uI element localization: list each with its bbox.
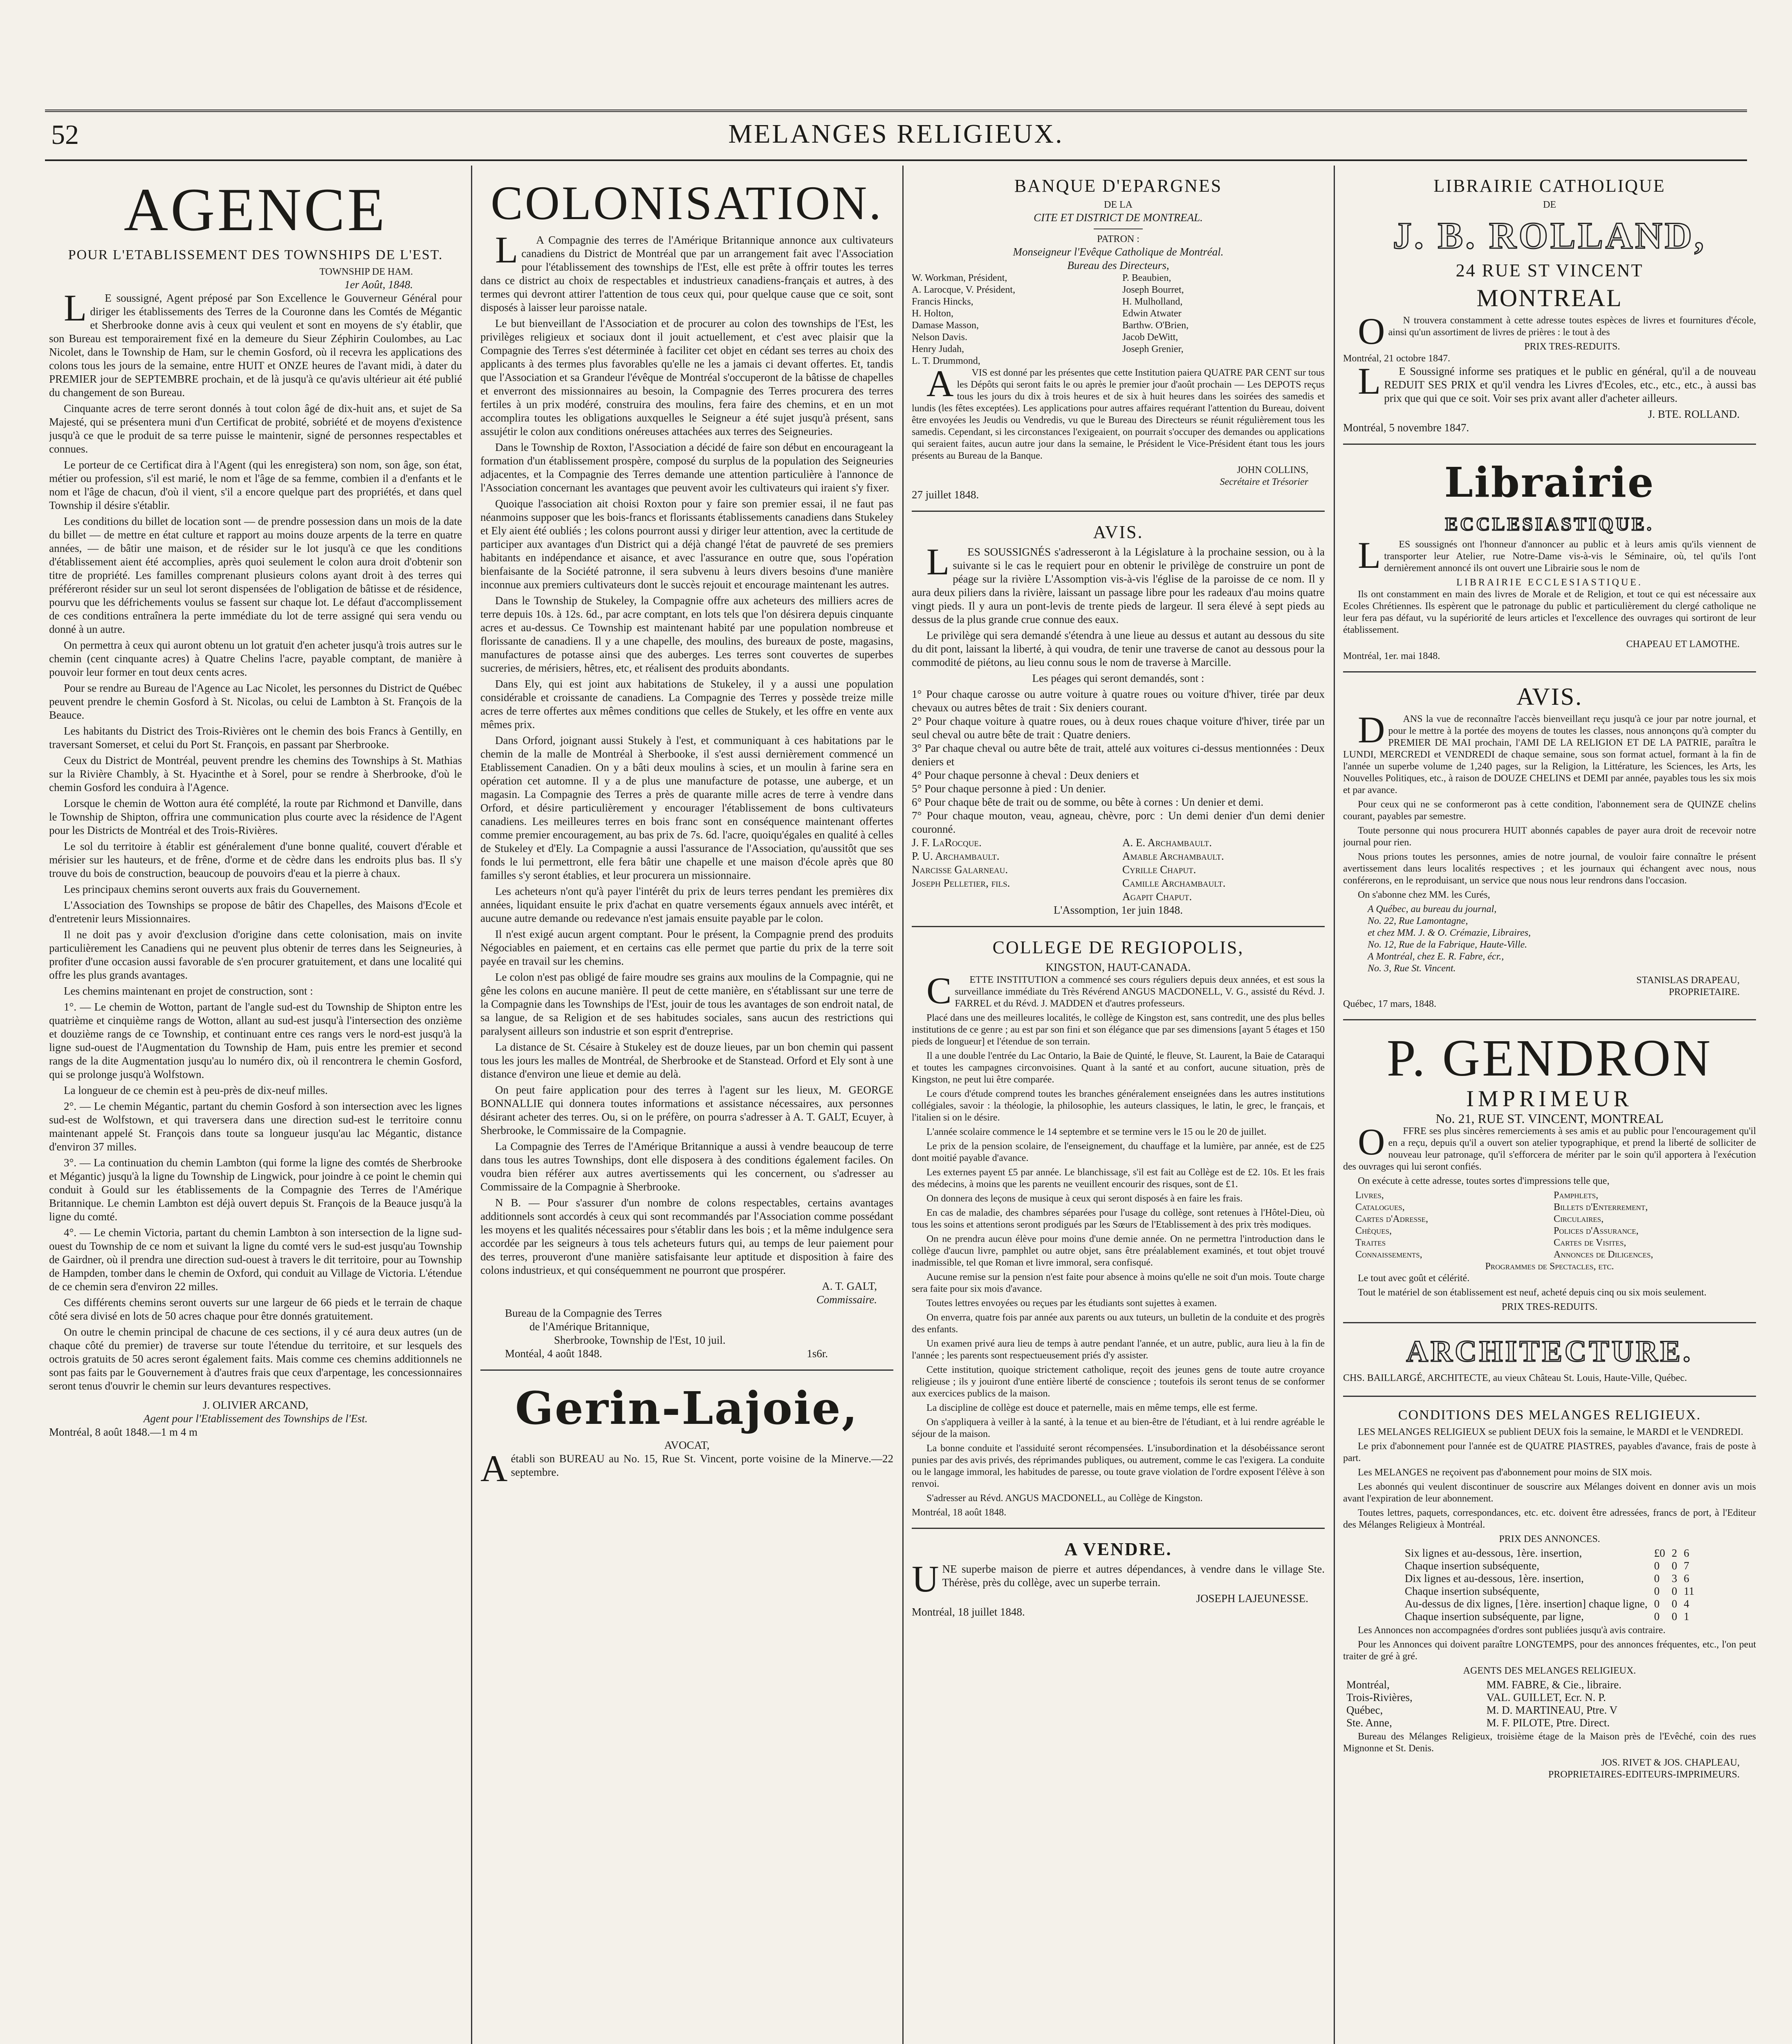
- print-item: Chèques,: [1355, 1226, 1392, 1236]
- price-label: Au-dessus de dix lignes, [1ère. insertion] chaque ligne,: [1404, 1598, 1648, 1610]
- drapeau-paragraph: DANS la vue de reconnaître l'accès bienveillant reçu jusqu'à ce jour par notre journal, et pour le mettre à la portée des moyens de toutes les classes, nous annonçons qu'à compter du PREMIER DE MAI prochain, l'AMI DE LA RELIGION ET DE LA PATRIE, paraîtra le LUNDI, MERCREDI et VENDREDI de chaque semaine, sous son format actuel, formant à la fin de l'année un superbe volume de 1,240 pages, sur la Religion, la Littérature, les Sciences, les Arts, les Nouvelles Politiques, etc., à raison de DOUZE CHELINS et DEMI par année, payables tous les six mois et par avance.: [1343, 709, 1756, 796]
- banque-directors: [912, 272, 1325, 367]
- price-value: £0: [1654, 1547, 1665, 1559]
- director-name: Nelson Davis.: [912, 332, 967, 343]
- signer-name: Amable Archambault.: [1122, 850, 1224, 862]
- publishers-title: PROPRIETAIRES-EDITEURS-IMPRIMEURS.: [1548, 1769, 1740, 1780]
- banque-patron: Monseigneur l'Evêque Catholique de Montréal.: [1013, 246, 1224, 258]
- colonisation-signature-title: Commissaire.: [816, 1293, 877, 1306]
- header-rule: [45, 159, 1747, 161]
- gendron-subtitle: IMPRIMEUR: [1466, 1086, 1633, 1112]
- rolland-name: J. B. ROLLAND,: [1393, 215, 1707, 256]
- director-name: Jacob DeWitt,: [1122, 332, 1178, 343]
- colonisation-footer: Bureau de la Compagnie des Terres: [505, 1307, 662, 1319]
- agence-ad: [49, 166, 462, 1448]
- drapeau-date: Québec, 17 mars, 1848.: [1343, 999, 1436, 1009]
- colonisation-paragraph: Le but bienveillant de l'Association et de procurer au colon des townships de l'Est, les privilèges religieux et sociaux dont il jouit actuellement, et c'est avec plaisir que la Compagnie des Terres s'est déterminée à faciliter cet objet en cédant ses terres au choix des applicants à des termes plus favorables qu'elle ne les a jamais ci devant offertes. Et, tandis que l'Association et sa Grandeur l'évêque de Montréal s'occuperont de la bâtisse de chapelles et enverront des missionnaires au besoin, la Compagnie des Terres procurera des terres fertiles à un prix modéré, construira des moulins, fera faire des chemins, et en un mot accomplira toutes les obligations auxquelles le Seigneur a été sujet jusqu'à présent, sans assujétir le colon aux conditions onéreuses attachées aux terres des Seigneuries.: [480, 317, 893, 437]
- rolland-paragraph: LE Soussigné informe ses pratiques et le public en général, qu'il a de nouveau REDUIT SES PRIX et qu'il vendra les Livres d'Ecoles, etc., etc., etc., à aussi bas prix que qui que ce soit. Voir ses prix avant aller d'acheter ailleurs.: [1358, 360, 1756, 404]
- gendron-paragraph: OFFRE ses plus sincères remerciements à ses amis et au public pour l'encouragement qu'il en a reçu, depuis qu'il a ouvert son atelier typographique, et prend la liberté de solliciter de nouveau leur patronage, qu'il s'efforcera de mériter par le soin qu'il apportera à l'exécution des ouvrages qui lui seront confiés.: [1343, 1121, 1756, 1172]
- price-value: 6: [1684, 1572, 1689, 1585]
- agent-place: Montréal,: [1346, 1679, 1390, 1691]
- agent-line: No. 12, Rue de la Fabrique, Haute-Ville.: [1368, 939, 1527, 950]
- toll-item: 1° Pour chaque carosse ou autre voiture à quatre roues ou voiture d'hiver, tirée par deux chevaux ou autres bêtes de trait : Six deniers courant.: [912, 688, 1325, 714]
- colonisation-paragraph: Dans le Township de Roxton, l'Association a décidé de faire son début en encourageant la formation d'un établissement prospère, composé du surplus de la population des Seigneuries adjacentes, et la Compagnie des Terres demande une attention particulière à l'annonce de l'Association concernant les avantages que peuvent avoir les cultivateurs qui iraient s'y fixer.: [480, 441, 893, 494]
- drapeau-title: AVIS.: [1516, 683, 1583, 710]
- agence-paragraph: Le sol du territoire à établir est généralement d'une bonne qualité, couvert d'érable et mérisier sur les hauteurs, et de frêne, d'orme et de cèdre dans les endroits plus bas. Il s'y trouve du bois de construction, beaucoup de pouvoirs d'eau et la pierre à chaux.: [49, 840, 462, 879]
- college-paragraph: On s'appliquera à veiller à la santé, à la tenue et au bien-être de l'étudiant, et à lui rendre agréable le séjour de la maison.: [912, 1417, 1325, 1439]
- column-2: [480, 166, 893, 2044]
- colonisation-paragraph: Quoique l'association ait choisi Roxton pour y faire son premier essai, il ne faut pas néanmoins supposer que les bois-francs et florissants établissements canadiens dans Stukeley et Ely aient été oubliés ; les colons pourront aussi y diriger leur attention, avec la certitude de participer aux avantages d'un District qui a déjà changé l'état de pauvreté de ses premiers habitants en indépendance et aisance, et avec l'assurance en outre que, sous l'opération bienfaisante de la Société patronne, il sera subvenu à leurs divers besoins d'une manière inconnue aux premiers cultivateurs dont le succès rejouit et encourage maintenant les autres.: [480, 498, 893, 591]
- agence-paragraph: L'Association des Townships se propose de bâtir des Chapelles, des Maisons d'Ecole et d'entretenir leurs Missionnaires.: [49, 899, 462, 925]
- price-row: [1402, 1585, 1698, 1598]
- price-value: 2: [1671, 1547, 1678, 1559]
- agence-paragraph: 2°. — Le chemin Mégantic, partant du chemin Gosford à son intersection avec les lignes sud-est de Wolfstown, et qui traversera dans une direction sud-est le territoire connu maintenant appelé St. François dans toute sa longueur jusqu'au lac Mégantic, distance d'environ 37 milles.: [49, 1100, 462, 1153]
- avis-title: AVIS.: [1093, 522, 1144, 542]
- agence-paragraph: On outre le chemin principal de chacune de ces sections, il y cé aura deux autres (un de chaque côté du premier) de traverse sur toute l'étendue du territoire, et sur lesquels des octrois gratuits de 50 acres seront également faits. Mais comme ces chemins additionnels ne sont pas faits par le Gouvernement à d'autres frais que ceux d'arpentage, les concessionnaires seront tenus d'ouvrir le chemin sur leurs devantures respectives.: [49, 1326, 462, 1392]
- colonisation-footer: Sherbrooke, Township de l'Est, 10 juil.: [554, 1334, 726, 1346]
- a-vendre-ad: [912, 1529, 1325, 1628]
- librairie-eccl-paragraph: Ils ont constamment en main des livres de Morale et de Religion, et tout ce qui est nécessaire aux Ecoles Chrétiennes. Ils espèrent que le patronage du public et particulièrement du clergé catholique ne leur fera pas défaut, vu la supériorité de leurs articles et l'excellence des ouvrages qui sortiront de leur établissement.: [1343, 589, 1756, 635]
- publishers: JOS. RIVET & JOS. CHAPLEAU,: [1601, 1757, 1740, 1768]
- agence-paragraph: 1°. — Le chemin de Wotton, partant de l'angle sud-est du Township de Shipton entre les quatrième et cinquième rangs de Wotton, allant au sud-est jusqu'à l'intersection des onzième et douzième rangs de ce Township, et continuant entre ces rangs vers le nord-est jusqu'à la ligne sud-ouest de l'Augmentation du Township de Ham, puis entre les premier et second rangs de la dite Augmentation jusqu'au lo numéro dix, où il rencontrera le chemin Gosford, qui se prolonge jusqu'à Wolfstown.: [49, 1001, 462, 1080]
- librairie-cath-title: LIBRAIRIE CATHOLIQUE: [1433, 176, 1666, 196]
- rolland-address: 24 RUE ST VINCENT: [1456, 260, 1644, 280]
- price-row: [1402, 1547, 1698, 1560]
- conditions-paragraph: Pour les Annonces qui doivent paraître LONGTEMPS, pour des annonces fréquentes, etc., l'on peut traiter de gré à gré.: [1343, 1639, 1756, 1662]
- top-rule: [45, 110, 1747, 112]
- college-paragraph: S'adresser au Révd. ANGUS MACDONELL, au Collège de Kingston.: [926, 1493, 1203, 1504]
- price-table: [1402, 1547, 1698, 1623]
- gendron-items: [1343, 1190, 1756, 1261]
- drapeau-paragraph: Toute personne qui nous procurera HUIT abonnés capables de payer aura droit de recevoir notre journal pour rien.: [1343, 825, 1756, 848]
- conditions-title: CONDITIONS DES MELANGES RELIGIEUX.: [1398, 1407, 1701, 1423]
- architecture-ad: [1343, 1323, 1756, 1397]
- college-paragraph: Le prix de la pension scolaire, de l'enseignement, du chauffage et la lumière, par année, est de £25 dont moitié payable d'avance.: [912, 1141, 1325, 1163]
- price-value: 0: [1654, 1610, 1660, 1623]
- column-3: [912, 166, 1325, 2044]
- print-item: Traites: [1355, 1237, 1386, 1248]
- print-item: Cartes d'Adresse,: [1355, 1214, 1429, 1224]
- colonisation-paragraph: On peut faire application pour des terres à l'agent sur les lieux, M. GEORGE BONNALLIE qui donnera toutes informations et assistance nécessaires, aux personnes désirant acheter des terres. Ou, si on le préfère, on pourra s'adresser à A. T. GALT, Ecuyer, à Sherbrooke, le Commissaire de la Compagnie.: [480, 1084, 893, 1136]
- price-row: [1402, 1560, 1698, 1572]
- agent-row: [1343, 1691, 1756, 1704]
- agent-line: No. 22, Rue Lamontagne,: [1368, 916, 1468, 926]
- conditions-paragraph: Les MELANGES ne reçoivent pas d'abonnement pour moins de SIX mois.: [1358, 1467, 1652, 1478]
- gerin-title: Gerin-Lajoie,: [515, 1382, 859, 1434]
- page-number: 52: [51, 119, 79, 150]
- director-name: H. Mulholland,: [1122, 296, 1183, 307]
- price-value: 1: [1684, 1610, 1689, 1623]
- conditions-paragraph: Le prix d'abonnement pour l'année est de QUATRE PIASTRES, payables d'avance, frais de poste à part.: [1343, 1441, 1756, 1464]
- colonisation-paragraph: La distance de St. Césaire à Stukeley est de douze lieues, par un bon chemin qui passent tous les jours les malles de Montréal, de Sherbrooke et de Stanstead. Orford et Ely sont à une distance d'environ une lieue et demie au delà.: [480, 1041, 893, 1080]
- banque-signer: JOHN COLLINS,: [1237, 465, 1308, 475]
- price-row: [1402, 1610, 1698, 1623]
- toll-item: 6° Pour chaque bête de trait ou de somme, ou bête à cornes : Un denier et demi.: [912, 796, 1264, 808]
- college-date: Montréal, 18 août 1848.: [912, 1507, 1007, 1518]
- items-right: [1554, 1190, 1744, 1261]
- colonisation-paragraph: LA Compagnie des terres de l'Amérique Britannique annonce aux cultivateurs canadiens du District de Montréal que par un arrangement fait avec l'Association pour l'établissement des townships de l'Est, elle est prête à offrir toutes les terres dans ce district au choix de respectables et industrieux canadiens-français et autres, à des termes qui devront attirer l'attention de tous ceux qui, pour quelque cause que ce soit, sont disposés à laisser leur paroisse natale.: [480, 229, 893, 314]
- director-name: Joseph Grenier,: [1122, 344, 1184, 354]
- agent-line: A Québec, au bureau du journal,: [1368, 904, 1497, 914]
- price-value: 6: [1684, 1547, 1689, 1559]
- gendron-paragraph: On exécute à cette adresse, toutes sortes d'impressions telle que,: [1358, 1176, 1610, 1186]
- colonisation-date: Montéal, 4 août 1848.: [505, 1347, 602, 1360]
- conditions-paragraph: Les Annonces non accompagnées d'ordres sont publiées jusqu'à avis contraire.: [1358, 1625, 1666, 1636]
- price-value: 0: [1671, 1598, 1678, 1610]
- banque-date: 27 juillet 1848.: [912, 489, 979, 501]
- conditions-paragraph: Les abonnés qui veulent discontinuer de souscrire aux Mélanges doivent en donner avis un mois avant l'expiration de leur abonnement.: [1343, 1481, 1756, 1504]
- price-row: [1402, 1598, 1698, 1610]
- avis-signers: [912, 836, 1325, 903]
- print-item: Catalogues,: [1355, 1202, 1405, 1213]
- drapeau-paragraph: On s'abonne chez MM. les Curés,: [1358, 890, 1490, 900]
- director-name: Barthw. O'Brien,: [1122, 320, 1189, 331]
- agence-paragraph: Cinquante acres de terre seront donnés à tout colon âgé de dix-huit ans, et sujet de Sa Majesté, qui se présentera muni d'un Certificat de probité, sobriété et de moyens d'existence jusqu'à ce que le produit de sa terre puisse le maintenir, signé de personnes respectables et connues.: [49, 402, 462, 455]
- conditions-ad: [1343, 1397, 1756, 1790]
- agence-paragraph: Le porteur de ce Certificat dira à l'Agent (qui les enregistera) son nom, son âge, son état, métier ou profession, s'il est marié, le nom et l'âge de sa femme, combien il a d'enfants et le nom et l'âge de chacun, d'où il vient, s'il a encore quelque part des propriétés, et dans quel Township il désire s'établir.: [49, 459, 462, 511]
- conditions-paragraph: Bureau des Mélanges Religieux, troisième étage de la Maison près de l'Evêché, coin des rues Mignonne et St. Denis.: [1343, 1731, 1756, 1754]
- colonisation-ad: [480, 166, 893, 1371]
- agence-paragraph: 4°. — Le chemin Victoria, partant du chemin Lambton à son intersection de la ligne sud-ouest du Township de ce nom et suivant la ligne du comté vers le sud-est jusqu'au Township de Gairdner, où il prendra une direction sud-ouest à travers le dit territoire, pour au Township de Hampden, tomber dans le chemin de Oxford, qui conduit au Village de Victoria. L'étendue de ce chemin sera d'environ 22 milles.: [49, 1226, 462, 1293]
- colonisation-paragraph: Dans le Township de Stukeley, la Compagnie offre aux acheteurs des milliers acres de terre depuis 10s. à 12s. 6d., par acre comptant, en lots tels que l'on désirera depuis cinquante acres et au-dessus. Ce Township est maintenant habité par une population nombreuse et florissante de canadiens. Il y a une chapelle, des moulins, des bureaux de poste, magasins, manufactures de potasse ainsi que des auberges. Les terres sont couvertes de superbes sucreries, de mérisiers, hêtres, etc, et réalisent des produits abondants.: [480, 594, 893, 674]
- signer-name: Camille Archambault.: [1122, 877, 1226, 889]
- college-paragraph: On donnera des leçons de musique à ceux qui seront disposés à en faire les frais.: [926, 1193, 1243, 1204]
- agence-paragraph: Il ne doit pas y avoir d'exclusion d'origine dans cette colonisation, mais on invite particulièrement les Canadiens qui ne peuvent plus obtenir de terres dans les Seigneuries, à profiter d'une occasion aussi favorable de s'en procurer gratuitement, et dans une localité qui offre les plus grands avantages.: [49, 928, 462, 981]
- vendre-signer: JOSEPH LAJEUNESSE.: [1196, 1592, 1308, 1605]
- agence-paragraph: On permettra à ceux qui auront obtenu un lot gratuit d'en acheter jusqu'à trois autres sur le chemin (cent cinquante acres) à Quatre Chelins l'acre, payable comptant, de manière à pouvoir leur former en tout deux cents acres.: [49, 639, 462, 678]
- directors-left: [912, 272, 1114, 367]
- agent-name: M. F. PILOTE, Ptre. Direct.: [1486, 1717, 1610, 1729]
- gendron-ad: [1343, 1020, 1756, 1323]
- colonisation-paragraph: La Compagnie des Terres de l'Amérique Britannique a aussi à vendre beaucoup de terre dans tous les autres Townships, dont elle disposera à des conditions également faciles. On voudra bien référer aux autres avertissements qui les concernent, ou s'adresser au Commissaire de la Compagnie à Sherbrooke.: [480, 1140, 893, 1193]
- gerin-subtitle: AVOCAT,: [664, 1439, 710, 1451]
- gendron-paragraph: Tout le matériel de son établissement est neuf, acheté depuis cinq ou six mois seulement.: [1358, 1287, 1707, 1298]
- price-label: Chaque insertion subséquente,: [1404, 1560, 1540, 1572]
- college-paragraph: Toutes lettres envoyées ou reçues par les étudiants sont sujettes à examen.: [926, 1298, 1217, 1309]
- librairie-catholique-ad: [1343, 166, 1756, 445]
- agence-paragraph: Les chemins maintenant en projet de construction, sont :: [64, 985, 313, 997]
- director-name: Francis Hincks,: [912, 296, 973, 307]
- rolland-date: Montréal, 5 novembre 1847.: [1343, 421, 1469, 434]
- colonisation-paragraph: N B. — Pour s'assurer d'un nombre de colons respectables, certains avantages additionnels sont accordés à ceux qui sont recommandés par l'Association comme possédant les moyens et les qualités nécessaires pour s'établir dans les bois ; et la même indulgence sera accordée par les seigneurs à tous tels acheteurs futurs qui, au temps de leur paiement pour des terres, prouveront d'une manière satisfaisante leur aptitude et disposition à faire des colons industrieux, et qui conséquemment ne pourront que prospérer.: [480, 1197, 893, 1276]
- colonisation-paragraph: Il n'est exigé aucun argent comptant. Pour le présent, la Compagnie prend des produits Négociables en paiement, et en certains cas elle permet que partie du prix de la terre soit payée en travail sur les chemins.: [480, 928, 893, 967]
- colonisation-title: COLONISATION.: [491, 176, 883, 230]
- director-name: P. Beaubien,: [1122, 273, 1171, 283]
- signer-name: J. F. LaRocque.: [912, 836, 982, 849]
- avis-paragraph: Les péages qui seront demandés, sont :: [1032, 672, 1204, 684]
- rolland-paragraph: ON trouvera constamment à cette adresse toutes espèces de livres et fournitures d'école, ainsi qu'un assortiment de livres de prières : le tout à des: [1358, 310, 1756, 352]
- price-label: Chaque insertion subséquente, par ligne,: [1404, 1610, 1584, 1623]
- college-paragraph: Le cours d'étude comprend toutes les branches généralement enseignées dans les autres institutions collégiales, savoir : la théologie, la philosophie, les auteurs classiques, le latin, le grec, le français, et l'italien si on le désire.: [912, 1089, 1325, 1123]
- college-paragraph: Les externes payent £5 par année. Le blanchissage, s'il est fait au Collège est de £2. 10s. Et les frais des médecins, à moins que les parents ne veuillent encourir des risques, sont de £1.: [912, 1167, 1325, 1190]
- librairie-eccl-date: Montréal, 1er. mai 1848.: [1343, 651, 1440, 661]
- conditions-paragraph: Toutes lettres, paquets, correspondances, etc. etc. doivent être adressées, francs de port, à l'Editeur des Mélanges Religieux à Montréal.: [1343, 1508, 1756, 1530]
- colonisation-footer: de l'Amérique Britannique,: [529, 1320, 650, 1333]
- agence-paragraph: Pour se rendre au Bureau de l'Agence au Lac Nicolet, les personnes du District de Québec peuvent prendre le chemin Gosford à St. Nicolas, ou celui de Lambton à St. François de la Beauce.: [49, 682, 462, 721]
- agence-paragraph: La longueur de ce chemin est à peu-près de dix-neuf milles.: [64, 1084, 328, 1096]
- college-paragraph: La discipline de collège est douce et paternelle, mais en même temps, elle est ferme.: [926, 1403, 1258, 1413]
- print-item: Livres,: [1355, 1190, 1384, 1201]
- agent-name: M. D. MARTINEAU, Ptre. V: [1486, 1704, 1617, 1716]
- price-value: 4: [1684, 1598, 1689, 1610]
- signer-name: A. E. Archambault.: [1122, 836, 1212, 849]
- column-4: [1343, 166, 1756, 2044]
- agent-line: et chez MM. J. & O. Crémazie, Libraires,: [1368, 928, 1531, 938]
- agence-signature-title: Agent pour l'Etablissement des Townships de l'Est.: [143, 1412, 368, 1425]
- print-item: Polices d'Assurance,: [1554, 1226, 1639, 1236]
- agent-place: Trois-Rivières,: [1346, 1691, 1413, 1703]
- agent-name: MM. FABRE, & Cie., libraire.: [1486, 1679, 1622, 1691]
- librairie-eccl-title: Librairie: [1444, 458, 1655, 507]
- agents-title: AGENTS DES MELANGES RELIGIEUX.: [1463, 1665, 1636, 1676]
- conditions-paragraph: LES MELANGES RELIGIEUX se publient DEUX fois la semaine, le MARDI et le VENDREDI.: [1358, 1427, 1743, 1437]
- college-title: COLLEGE DE REGIOPOLIS,: [992, 937, 1244, 957]
- agence-title: AGENCE: [123, 176, 388, 244]
- college-paragraph: La bonne conduite et l'assiduité seront récompensées. L'insubordination et la désobéissance seront punies par des avis privés, des réprimandes publiques, ou autrement, comme le cas l'exigera. La conduite ou le langage immoral, les habitudes de paresse, ou toute grave violation de l'ordre exposent l'élève à son renvoi.: [912, 1443, 1325, 1489]
- college-paragraph: Aucune remise sur la pension n'est faite pour absence à moins qu'elle ne soit d'un mois. Toute charge sera faite pour six mois d'avance.: [912, 1272, 1325, 1294]
- print-item: Pamphlets,: [1554, 1190, 1599, 1201]
- print-item: Circulaires,: [1554, 1214, 1604, 1224]
- colonisation-paragraph: Le colon n'est pas obligé de faire moudre ses grains aux moulins de la Compagnie, qui ne gêne les colons en aucune manière. Il peut de cette manière, en s'établissant sur une terre de la Compagnie dans les Townships de l'Est, jouir de tous les avantages de son endroit natal, de sa langue, de sa Religion et de ses habitudes sociales, sans aucun des restrictions qui paralysent ailleurs son industrie et son esprit d'entreprise.: [480, 971, 893, 1037]
- college-paragraph: On ne prendra aucun élève pour moins d'une demie année. On ne permettra l'introduction dans le collège d'aucun livre, pamphlet ou autre objet, sans être préalablement examinés, et tout objet trouvé inadmissible, tel que Roman et livre immoral, sera confisqué.: [912, 1234, 1325, 1268]
- avis-drapeau-ad: [1343, 672, 1756, 1020]
- agent-place: Ste. Anne,: [1346, 1717, 1392, 1729]
- avis-pont-ad: [912, 512, 1325, 927]
- agence-paragraph: Les habitants du District des Trois-Rivières ont le chemin des bois Francs à Gentilly, en traversant Somerset, et celui du Port St. François, en passant par Sherbrooke.: [49, 725, 462, 751]
- librairie-cath-de: DE: [1543, 199, 1556, 210]
- banque-de-la: DE LA: [1104, 199, 1133, 210]
- agent-row: [1343, 1704, 1756, 1717]
- price-value: 0: [1671, 1610, 1678, 1623]
- agence-paragraph: Lorsque le chemin de Wotton aura été complété, la route par Richmond et Danville, dans le Township de Shipton, offrira une communication plus courte avec la résidence de l'Agent pour les Districts de Montréal et des Trois-Rivières.: [49, 797, 462, 836]
- agent-line: No. 3, Rue St. Vincent.: [1368, 963, 1456, 974]
- agent-row: [1343, 1717, 1756, 1729]
- agent-place: Québec,: [1346, 1704, 1383, 1716]
- agence-paragraph: Ces différents chemins seront ouverts sur une largeur de 66 pieds et le terrain de chaque côté sera divisé en lots de 50 acres chaque pour être donnés gratuitement.: [49, 1296, 462, 1322]
- gerin-lajoie-ad: [480, 1371, 893, 1490]
- agent-row: [1343, 1679, 1756, 1691]
- college-paragraph: Cette institution, quoique strictement catholique, reçoit des jeunes gens de toute autre croyance religieuse ; ils y jouiront d'une entière liberté de conscience ; toutefois ils seront tenus de se conformer aux exercices publics de la maison.: [912, 1365, 1325, 1399]
- architecture-text: CHS. BAILLARGÉ, ARCHITECTE, au vieux Château St. Louis, Haute-Ville, Québec.: [1343, 1373, 1687, 1383]
- college-paragraph: On enverra, quatre fois par année aux parents ou aux tuteurs, un bulletin de la conduite et des progrès des enfants.: [912, 1312, 1325, 1335]
- librairie-eccl-signer: CHAPEAU ET LAMOTHE.: [1626, 639, 1740, 650]
- director-name: H. Holton,: [912, 308, 953, 319]
- column-1: [49, 166, 462, 2044]
- banque-text: AVIS est donné par les présentes que cette Institution paiera QUATRE PAR CENT sur tous les Dépôts qui seront faits le ou après le premier jour d'août prochain — Les DEPOTS reçus tous les jours du dix à trois heures et de six à huit heures dans les soirées des samedis et lundis (les fêtes exceptées). Les applications pour autres affaires requérant l'attention du Bureau, doivent être envoyées les Jeudis ou Vendredis, vu que le Bureau des Directeurs se réunit régulièrement tous les samedis. Cependant, si les circonstances l'exigeaient, on pourrait s'occuper des demandes ou applications qui seraient faites, aucun autre jour dans la semaine, le Président le Vice-Président étant tous les jours présents au Bureau de la Banque.: [912, 363, 1325, 461]
- director-name: Joseph Bourret,: [1122, 285, 1184, 295]
- colonisation-paragraph: Dans Orford, joignant aussi Stukely à l'est, et communiquant à ces habitations par le chemin de la malle de Montréal à Sherbooke, il s'est aussi dernièrement commencé un Etablissement Canadien. On y a bâti deux moulins à scies, et un moulin à farine sera en opération cet automne. Il y a de plus une manufacture de potasse, une auberge, et un magasin. La Compagnie des Terres a près de quarante mille acres de terre à vendre dans Orford, et désire particulièrement y encourager l'établissement de bons cultivateurs canadiens. Les meilleures terres en bois franc sont en conséquence maintenant offertes comme premier encouragement, au bas prix de 7s. 6d. l'acre, quoiqu'égales en qualité à celles de Stukeley et d'Ely. La Compagnie a aussi l'assurance de l'Association, qu'aussitôt que ses fonds le lui permettront, elle fera bâtir une chapelle et une maison d'école après que 80 familles s'y seront établies, et leur procurera un missionnaire.: [480, 734, 893, 881]
- rolland-prices: PRIX TRES-REDUITS.: [1524, 341, 1620, 352]
- avis-paragraph: Le privilège qui sera demandé s'étendra à une lieue au dessus et autant au dessous du site du dit pont, laissant la liberté, à qui voudra, de tenir une traverse de canot au dessous pour la commodité de piétons, au lieu connu sous le nom de traverse à Marcille.: [912, 629, 1325, 668]
- signer-name: Agapit Chaput.: [1122, 890, 1192, 903]
- price-value: 0: [1654, 1572, 1660, 1585]
- gendron-title: P. GENDRON: [1386, 1029, 1713, 1087]
- agent-line: A Montréal, chez E. R. Fabre, écr.,: [1368, 951, 1504, 962]
- toll-item: 2° Pour chaque voiture à quatre roues, ou à deux roues chaque voiture d'hiver, tirée par un seul cheval ou autre bête de trait : Quatre deniers.: [912, 715, 1325, 741]
- banque-ad: [912, 166, 1325, 512]
- colonisation-mark: 1s6r.: [807, 1347, 828, 1360]
- director-name: Edwin Atwater: [1122, 308, 1182, 319]
- banque-patron-label: PATRON :: [1097, 234, 1139, 244]
- price-value: 7: [1684, 1560, 1689, 1572]
- toll-item: 7° Pour chaque mouton, veau, agneau, chèvre, porc : Un demi denier d'un demi denier couronné.: [912, 809, 1325, 835]
- price-label: Six lignes et au-dessous, 1ère. insertion,: [1404, 1547, 1582, 1559]
- toll-item: 4° Pour chaque personne à cheval : Deux deniers et: [912, 769, 1139, 781]
- toll-item: 3° Par chaque cheval ou autre bête de trait, attelé aux voitures ci-dessus mentionnées : Deux deniers et: [912, 742, 1325, 768]
- agence-paragraph: Les conditions du billet de location sont — de prendre possession dans un mois de la date du billet — de mettre en état culture et rapport au moins douze arpents de la terre en quatre années, — de bâtir une maison, et de résider sur le lot jusqu'à ce que les conditions d'établissement aient été accomplies, après quoi seulement le colon aura droit d'obtenir son titre de propriété. Les familles comprenant plusieurs colons ayant droit à des terres qui préféreront résider sur un seul lot seront dispensées de l'obligation de bâtisse et de résidence, pourvu que les défrichements voulus se fassent sur chaque lot. Le défaut d'accomplissement de ces conditions entraînera la perte immédiate du lot de terre assigné qui sera vendu ou donné à un autre.: [49, 515, 462, 635]
- print-item: Cartes de Visites,: [1554, 1237, 1626, 1248]
- print-item: Connaissements,: [1355, 1249, 1422, 1260]
- director-name: A. Larocque, V. Président,: [912, 285, 1016, 295]
- price-value: 3: [1671, 1572, 1678, 1585]
- banque-subtitle: CITE ET DISTRICT DE MONTREAL.: [1034, 211, 1203, 224]
- signer-name: Cyrille Chaput.: [1122, 863, 1196, 876]
- price-value: 0: [1654, 1598, 1660, 1610]
- agence-paragraph: Ceux du District de Montréal, peuvent prendre les chemins des Townships à St. Mathias sur la Rivière Chambly, à St. Hyacinthe et à Sorel, pour se rendre à Sherbrooke, d'où le chemin Gosford les conduira à l'Agence.: [49, 754, 462, 793]
- architecture-title: ARCHITECTURE.: [1406, 1335, 1693, 1368]
- toll-list: [912, 688, 1325, 836]
- director-name: W. Workman, Président,: [912, 273, 1007, 283]
- signer-name: P. U. Archambault.: [912, 850, 1000, 862]
- items-left: [1355, 1190, 1545, 1261]
- vendre-text: UNE superbe maison de pierre et autres dépendances, à vendre dans le village Ste. Thérèse, près du collège, avec un superbe terrain.: [912, 1558, 1325, 1600]
- college-paragraph: L'année scolaire commence le 14 septembre et se termine vers le 15 ou le 20 de juillet.: [926, 1127, 1267, 1137]
- avis-paragraph: LES SOUSSIGNÉS s'adresseront à la Législature à la prochaine session, ou à la suivante si le cas le requiert pour en obtenir le privilège de construire un pont de péage sur la rivière L'Assomption vis-à-vis l'église de la paroisse de ce nom. Il y aura deux piliers dans la rivière, laissant un passage libre pour les radeaux d'au moins quatre vingt pieds. Il y aura un pont-levis de trente pieds de largeur. Il sera élevé à sept pieds au dessus de la plus grande crue connue des eaux.: [912, 541, 1325, 625]
- agence-subtitle: POUR L'ETABLISSEMENT DES TOWNSHIPS DE L'EST.: [68, 247, 443, 262]
- signer-name: Narcisse Galarneau.: [912, 863, 1008, 876]
- agence-date: 1er Août, 1848.: [344, 278, 413, 291]
- drapeau-paragraph: Pour ceux qui ne se conformeront pas à cette condition, l'abonnement sera de QUINZE chelins courant, payables par semestre.: [1343, 799, 1756, 822]
- librairie-eccl-subtitle: ECCLESIASTIQUE.: [1445, 513, 1654, 534]
- agence-place: TOWNSHIP DE HAM.: [319, 267, 413, 277]
- column-divider: [471, 166, 472, 2044]
- drapeau-signer-title: PROPRIETAIRE.: [1669, 987, 1740, 997]
- banque-signer-title: Secrétaire et Trésorier: [1220, 477, 1308, 487]
- librairie-ecclesiastique-ad: [1343, 445, 1756, 672]
- drapeau-paragraph: Nous prions toutes les personnes, amies de notre journal, de vouloir faire connaître le présent avertissement dans leurs localités respectives ; et les journaux qui échangent avec nous, nous conférerons, en le reproduisant, un service que nous nous leur rendrons dans l'occasion.: [1343, 852, 1756, 886]
- banque-title: BANQUE D'EPARGNES: [1014, 176, 1222, 196]
- print-item: Annonces de Diligences,: [1554, 1249, 1653, 1260]
- college-paragraph: Placé dans une des meilleures localités, le collège de Kingston est, sans contredit, une des plus belles institutions de ce genre ; au est par son fini et son élégance que par ses dimensions [ayant 5 étages et 150 pieds de longueur] et l'étendue de son terrain.: [912, 1013, 1325, 1047]
- colonisation-paragraph: Les acheteurs n'ont qu'à payer l'intérêt du prix de leurs terres pendant les premières dix années, liquidant ensuite le prix d'achat en quatre versements égaux annuels avec intérêt, et aucune autre demande ou redevance n'est jamais ensuite payable par le colon.: [480, 885, 893, 924]
- vendre-date: Montréal, 18 juillet 1848.: [912, 1606, 1025, 1618]
- college-paragraph: En cas de maladie, des chambres séparées pour l'usage du collège, sont retenues à l'Hôtel-Dieu, où tous les soins et attentions seront prodigués par les Sœurs de l'Etablissement à des prix très modiques.: [912, 1208, 1325, 1230]
- rolland-signer: J. BTE. ROLLAND.: [1648, 408, 1740, 420]
- colonisation-signature: A. T. GALT,: [822, 1280, 877, 1292]
- vendre-title: A VENDRE.: [1064, 1539, 1172, 1559]
- college-subtitle: KINGSTON, HAUT-CANADA.: [1045, 961, 1191, 973]
- director-name: L. T. Drummond,: [912, 356, 980, 366]
- agence-signature: J. OLIVIER ARCAND,: [202, 1399, 308, 1411]
- director-name: Damase Masson,: [912, 320, 979, 331]
- signers-left: [912, 836, 1114, 903]
- price-label: Dix lignes et au-dessous, 1ère. insertion,: [1404, 1572, 1584, 1585]
- agence-signature-date: Montréal, 8 août 1848.—1 m 4 m: [49, 1426, 197, 1438]
- gendron-items-last: Programmes de Spectacles, etc.: [1485, 1261, 1614, 1272]
- rolland-city: MONTREAL: [1476, 285, 1623, 312]
- gendron-paragraph: Le tout avec goût et célérité.: [1358, 1273, 1470, 1284]
- price-value: 0: [1671, 1585, 1678, 1597]
- price-row: [1402, 1572, 1698, 1585]
- drapeau-signer: STANISLAS DRAPEAU,: [1636, 975, 1740, 986]
- drapeau-agents: [1343, 903, 1756, 975]
- banque-bureau: Bureau des Directeurs,: [1067, 259, 1169, 271]
- college-paragraph: CETTE INSTITUTION a commencé ses cours réguliers depuis deux années, et est sous la surveillance immédiate du Très Révérend ANGUS MACDONELL, V. G., assisté du Révd. J. FARREL et du Révd. J. MADDEN et d'autres professeurs.: [926, 970, 1325, 1011]
- college-paragraph: Un examen privé aura lieu de temps à autre pendant l'année, et un autre, public, aura lieu à la fin de l'année ; les parents sont respectueusement priés d'y assister.: [912, 1338, 1325, 1361]
- director-name: Henry Judah,: [912, 344, 964, 354]
- avis-date: L'Assomption, 1er juin 1848.: [1053, 904, 1183, 916]
- colonisation-paragraph: Dans Ely, qui est joint aux habitations de Stukeley, il y a aussi une population considérable et croissante de canadiens. La Compagnie des Terres y possède treize mille acres de terre offertes aux mêmes conditions que celles de Stukely, et les offre en vente aux mêmes prix.: [480, 678, 893, 731]
- rolland-date: Montréal, 21 octobre 1847.: [1343, 353, 1450, 364]
- price-value: 11: [1684, 1585, 1695, 1597]
- prices-title: PRIX DES ANNONCES.: [1499, 1534, 1600, 1544]
- agent-name: VAL. GUILLET, Ecr. N. P.: [1486, 1691, 1606, 1703]
- price-value: 0: [1671, 1560, 1678, 1572]
- agence-paragraph: 3°. — La continuation du chemin Lambton (qui forme la ligne des comtés de Sherbrooke et Mégantic) jusqu'à la ligne du Township de Lingwick, pour joindre à ce point le chemin qui conduit à Gould sur les établissements de la Compagnie des Terres de l'Amérique Britannique. Le chemin Lambton est déjà ouvert depuis St. François de la Beauce jusqu'à la ligne du comté.: [49, 1156, 462, 1223]
- college-paragraph: Il a une double l'entrée du Lac Ontario, la Baie de Quinté, le fleuve, St. Laurent, la Baie de Cataraqui et toutes les campagnes circonvoisines. Quant à la santé et au confort, aucune situation, près de Kingston, ne peut lui être comparée.: [912, 1051, 1325, 1085]
- column-divider: [902, 166, 904, 2044]
- librairie-eccl-paragraph: LES soussignés ont l'honneur d'annoncer au public et à leurs amis qu'ils viennent de transporter leur Atelier, rue Notre-Dame vis-à-vis le Séminaire, où, tel qu'ils l'ont dernièrement annoncé ils ont ouvert une Librairie sous le nom de: [1358, 534, 1756, 576]
- price-label: Chaque insertion subséquente,: [1404, 1585, 1540, 1597]
- college-ad: [912, 927, 1325, 1529]
- signers-right: [1122, 836, 1325, 903]
- gendron-address: No. 21, RUE ST. VINCENT, MONTREAL: [1435, 1111, 1664, 1126]
- toll-item: 5° Pour chaque personne à pied : Un denier.: [912, 782, 1106, 795]
- running-title: MELANGES RELIGIEUX.: [728, 119, 1064, 149]
- gerin-text: Aétabli son BUREAU au No. 15, Rue St. Vincent, porte voisine de la Minerve.—22 septembre.: [480, 1448, 893, 1489]
- agence-paragraph: LE soussigné, Agent préposé par Son Excellence le Gouverneur Général pour diriger les établissements des Terres de la Couronne dans les Comtés de Mégantic et Sherbrooke donne avis à ceux qui veulent et sont en moyens de s'y établir, que son Bureau est temporairement fixé en la demeure du Sieur Zéphirin Coulombes, au Lac Nicolet, dans le Township de Ham, sur le chemin Gosford, où il recevra les applications des colons tous les jours de la semaine, entre HUIT et ONZE heures de l'avant midi, à dater du PREMIER jour de SEPTEMBRE prochain, et de là jusqu'à ce qu'avis ultérieur ait été publié du changement de son Bureau.: [49, 287, 462, 399]
- signer-name: Joseph Pelletier, fils.: [912, 877, 1010, 889]
- gendron-prices: PRIX TRES-REDUITS.: [1501, 1302, 1598, 1312]
- print-item: Billets d'Enterrement,: [1554, 1202, 1648, 1213]
- column-divider: [1334, 166, 1335, 2044]
- librairie-eccl-name: LIBRAIRIE ECCLESIASTIQUE.: [1456, 577, 1643, 588]
- price-value: 0: [1654, 1560, 1660, 1572]
- directors-right: [1122, 272, 1325, 367]
- agence-paragraph: Les principaux chemins seront ouverts aux frais du Gouvernement.: [64, 883, 361, 895]
- agent-table: [1343, 1679, 1756, 1729]
- price-value: 0: [1654, 1585, 1660, 1597]
